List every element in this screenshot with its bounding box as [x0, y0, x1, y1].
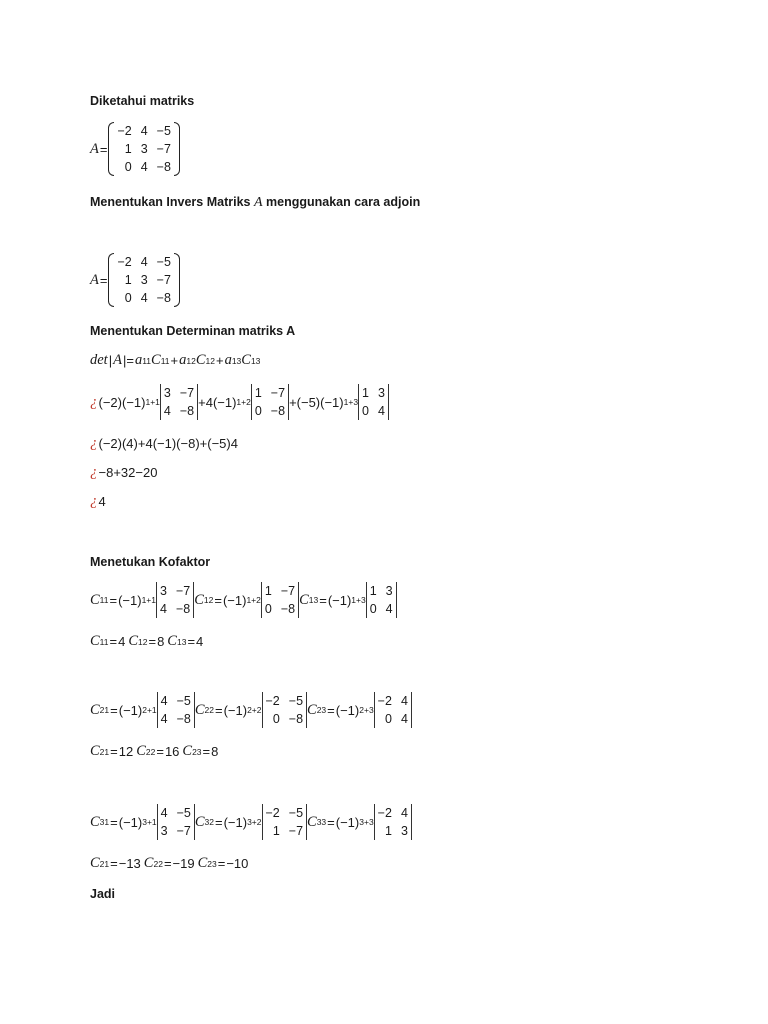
cofactor-symbol: C [143, 855, 154, 871]
cofactor-index: 11 [99, 636, 109, 647]
minor-cell: 3 [400, 823, 408, 838]
cofactor-exp: 1+2 [246, 595, 261, 605]
heading-invers-var: A [253, 195, 263, 210]
equals-sign: = [110, 702, 118, 718]
minor-cell: 1 [272, 823, 280, 838]
minor-cell: −7 [280, 583, 296, 598]
minor-grid [375, 693, 411, 728]
cofactor-row-1 [90, 582, 397, 618]
cofactor-symbol: C [197, 855, 208, 871]
matrix-cell: 1 [124, 272, 132, 287]
cofactor-index: 22 [145, 746, 156, 757]
minor-cell: 1 [254, 385, 262, 400]
minor-cell: −2 [377, 693, 392, 708]
neg-one: (−1) [327, 592, 352, 608]
minor-grid [263, 693, 307, 728]
minor-cell: −2 [265, 693, 280, 708]
minor-cell: −7 [179, 385, 195, 400]
minor-cell: −8 [176, 711, 191, 726]
minor-grid [252, 385, 288, 420]
minor-cell: −7 [270, 385, 286, 400]
matrix-cell: 0 [124, 290, 132, 305]
cofactor-exp: 1+3 [351, 595, 366, 605]
det-expansion-2 [90, 435, 238, 452]
cofactor-symbol: C [90, 633, 100, 649]
cofactor-index: 12 [203, 595, 214, 605]
minor-cell: 3 [385, 583, 393, 598]
cofactor-exp: 1+1 [141, 595, 156, 605]
equals-sign: = [187, 634, 196, 649]
minor-grid [367, 583, 396, 618]
matrix-a-repeat: A = −2 4 −5 1 3 −7 0 4 −8 [90, 253, 180, 307]
matrix-cell: 4 [140, 123, 148, 138]
neg-one: (−1) [118, 702, 143, 718]
minor-cell: −2 [377, 805, 392, 820]
minor-cell: 4 [385, 601, 393, 616]
cofactor-results-2 [90, 743, 221, 760]
det-bar-right [396, 582, 397, 618]
cofactor-exp: 2+2 [247, 705, 262, 715]
minor-cell: 4 [160, 693, 168, 708]
neg-one: (−1) [121, 394, 146, 410]
det-formula: det | A |= a 11 C 11 + a 12 C 12 + a 13 C 13 [90, 352, 261, 368]
minor-cell: 4 [400, 805, 408, 820]
neg-one: (−1) [223, 702, 248, 718]
cofactor-index: 23 [207, 858, 217, 869]
cofactor-symbol: C [90, 743, 100, 759]
equals-sign: = [214, 592, 222, 608]
cofactor-symbol: C [307, 701, 317, 718]
cofactor-index: 13 [308, 595, 319, 605]
matrix-a-label: A [90, 271, 99, 288]
minor-cell: 0 [264, 601, 272, 616]
det-exp: 1+3 [343, 397, 359, 407]
minor-cell: 4 [163, 403, 171, 418]
cofactor-symbol: C [307, 813, 317, 830]
minor-grid [262, 583, 298, 618]
matrix-cell: 0 [124, 159, 132, 174]
cofactor-row-3 [90, 804, 412, 840]
minor-cell: −8 [179, 403, 195, 418]
matrix-cell: −8 [156, 159, 171, 174]
equals-sign: = [202, 744, 211, 759]
neg-one: (−1) [335, 814, 360, 830]
minor-grid [263, 805, 307, 840]
matrix-a-given: A = −2 4 −5 1 3 −7 0 4 −8 [90, 122, 180, 176]
minor-cell: 0 [362, 403, 369, 418]
minor-grid [157, 583, 193, 618]
cofactor-results-3 [90, 855, 251, 872]
minor-cell: 1 [369, 583, 377, 598]
minor-cell: −7 [288, 823, 304, 838]
det-label: det [90, 352, 108, 368]
minor-cell: 0 [384, 711, 392, 726]
minor-cell: 0 [254, 403, 262, 418]
minor-cell: 4 [400, 711, 408, 726]
neg-one: (−1) [335, 702, 360, 718]
cofactor-symbol: C [90, 855, 100, 871]
heading-invers-suffix: menggunakan cara adjoin [266, 195, 421, 209]
cofactor-index: 31 [99, 817, 110, 827]
matrix-cell: −5 [156, 254, 171, 269]
det-expansion-1 [90, 384, 389, 420]
det-line3-text: −8+32−20 [98, 465, 158, 480]
det-bar-right [411, 692, 412, 728]
minor-cell: −7 [175, 583, 191, 598]
cofactor-exp: 2+3 [359, 705, 374, 715]
cofactor-index: 22 [204, 705, 214, 715]
det-exp: 1+1 [145, 397, 160, 407]
cofactor-index: 12 [138, 636, 148, 647]
det-line2-text: (−2)(4)+4(−1)(−8)+(−5)4 [98, 436, 238, 451]
cofactor-symbol: C [194, 701, 205, 718]
cofactor-value: 8 [157, 634, 165, 649]
cofactor-symbol: C [182, 743, 193, 759]
minor-cell: −5 [176, 693, 191, 708]
det-expansion-3 [90, 464, 157, 481]
cofactor-exp: 3+1 [142, 817, 157, 827]
equals-sign: = [109, 592, 118, 608]
matrix-cell: 4 [140, 159, 148, 174]
minor-cell: 1 [384, 823, 392, 838]
det-coef: +(−5) [289, 394, 321, 410]
minor-cell: 0 [369, 601, 377, 616]
det-exp: 1+2 [236, 397, 251, 407]
minor-cell: 0 [272, 711, 280, 726]
matrix-cell: 3 [140, 272, 148, 287]
det-result-text: 4 [98, 494, 106, 509]
equals-sign: = [215, 702, 223, 718]
minor-cell: −2 [265, 805, 280, 820]
minor-cell: 3 [163, 385, 171, 400]
neg-one: (−1) [118, 814, 143, 830]
cofactor-value: −13 [118, 856, 141, 871]
det-result [90, 493, 106, 510]
equals-sign: = [156, 744, 164, 759]
matrix-cell: 1 [124, 141, 132, 156]
cofactor-value: −10 [226, 856, 249, 871]
minor-cell: −8 [280, 601, 296, 616]
cofactor-exp: 3+2 [247, 817, 262, 827]
cofactor-index: 21 [99, 746, 110, 757]
cofactor-index: 23 [316, 705, 327, 715]
minor-cell: −5 [288, 805, 304, 820]
paren-right [174, 253, 180, 307]
cofactor-value: 8 [211, 744, 219, 759]
minor-grid [158, 693, 194, 728]
minor-cell: 4 [160, 601, 167, 616]
minor-grid [359, 385, 388, 420]
cofactor-symbol: C [194, 813, 205, 830]
equals-sign: = [110, 744, 118, 759]
cofactor-symbol: C [90, 813, 100, 830]
red-glyph: ¿ [90, 493, 98, 509]
minor-cell: 3 [378, 385, 385, 400]
cofactor-index: 21 [99, 858, 110, 869]
det-bar-right [388, 384, 389, 420]
heading-determinan: Menentukan Determinan matriks A [90, 324, 296, 338]
minor-cell: 4 [400, 693, 408, 708]
matrix-a-grid [114, 123, 173, 176]
neg-one: (−1) [212, 394, 237, 410]
minor-cell: −8 [270, 403, 286, 418]
equals-sign: = [319, 592, 327, 608]
det-bar-right [411, 804, 412, 840]
minor-cell: 1 [264, 583, 272, 598]
cofactor-index: 11 [99, 595, 109, 605]
cofactor-index: 32 [204, 817, 214, 827]
minor-grid [158, 805, 194, 840]
cofactor-value: 16 [164, 744, 180, 759]
cofactor-symbol: C [194, 591, 204, 608]
equals-sign: = [163, 856, 172, 871]
cofactor-symbol: C [136, 743, 146, 759]
heading-invers [90, 195, 420, 211]
cofactor-symbol: C [90, 591, 100, 608]
minor-cell: −8 [288, 711, 304, 726]
cofactor-symbol: C [128, 633, 138, 649]
cofactor-symbol: C [167, 633, 177, 649]
equals-sign: = [110, 814, 118, 830]
matrix-a-grid [114, 254, 173, 307]
neg-one: (−1) [222, 592, 247, 608]
cofactor-value: 12 [118, 744, 134, 759]
minor-cell: 4 [378, 403, 385, 418]
matrix-a-label: A [90, 140, 99, 157]
neg-one: (−1) [320, 394, 344, 410]
red-glyph: ¿ [90, 464, 98, 480]
cofactor-exp: 3+3 [359, 817, 374, 827]
matrix-cell: 4 [140, 290, 148, 305]
cofactor-value: −19 [172, 856, 195, 871]
cofactor-index: 13 [176, 636, 187, 647]
cofactor-index: 23 [192, 746, 202, 757]
red-glyph: ¿ [90, 435, 98, 451]
det-coef: (−2) [98, 394, 122, 410]
cofactor-index: 33 [316, 817, 327, 827]
cofactor-value: 4 [118, 634, 126, 649]
cofactor-results-1 [90, 633, 206, 650]
minor-cell: −5 [176, 805, 191, 820]
equals-sign: = [148, 634, 157, 649]
matrix-cell: 4 [140, 254, 148, 269]
matrix-cell: −2 [117, 254, 132, 269]
neg-one: (−1) [223, 814, 248, 830]
minor-cell: 4 [160, 711, 168, 726]
cofactor-value: 4 [196, 634, 204, 649]
cofactor-index: 22 [153, 858, 163, 869]
equals-sign: = [327, 702, 335, 718]
heading-invers-prefix: Menentukan Invers Matriks [90, 195, 251, 209]
minor-cell: 3 [160, 823, 168, 838]
paren-right [174, 122, 180, 176]
neg-one: (−1) [118, 592, 142, 608]
cofactor-symbol: C [90, 701, 100, 718]
minor-cell: 1 [362, 385, 369, 400]
minor-cell: 3 [160, 583, 167, 598]
minor-cell: −8 [175, 601, 191, 616]
equals-sign: = [327, 814, 335, 830]
equals-sign: = [217, 856, 226, 871]
det-coef: +4 [198, 394, 213, 410]
matrix-cell: 3 [140, 141, 148, 156]
matrix-cell: −2 [117, 123, 132, 138]
matrix-cell: −5 [156, 123, 171, 138]
cofactor-symbol: C [299, 591, 309, 608]
minor-grid [161, 385, 197, 420]
matrix-cell: −8 [156, 290, 171, 305]
minor-cell: 4 [160, 805, 168, 820]
equals-sign: = [109, 634, 118, 649]
equals-sign: = [110, 856, 118, 871]
minor-grid [375, 805, 411, 840]
matrix-cell: −7 [156, 141, 171, 156]
matrix-cell: −7 [156, 272, 171, 287]
heading-diketahui: Diketahui matriks [90, 94, 195, 108]
cofactor-exp: 2+1 [142, 705, 157, 715]
minor-cell: −5 [288, 693, 304, 708]
heading-kofaktor: Menetukan Kofaktor [90, 555, 211, 569]
cofactor-row-2 [90, 692, 412, 728]
cofactor-index: 21 [99, 705, 110, 715]
minor-cell: −7 [176, 823, 191, 838]
equals-sign: = [215, 814, 223, 830]
red-glyph: ¿ [90, 393, 98, 410]
heading-jadi: Jadi [90, 887, 116, 901]
